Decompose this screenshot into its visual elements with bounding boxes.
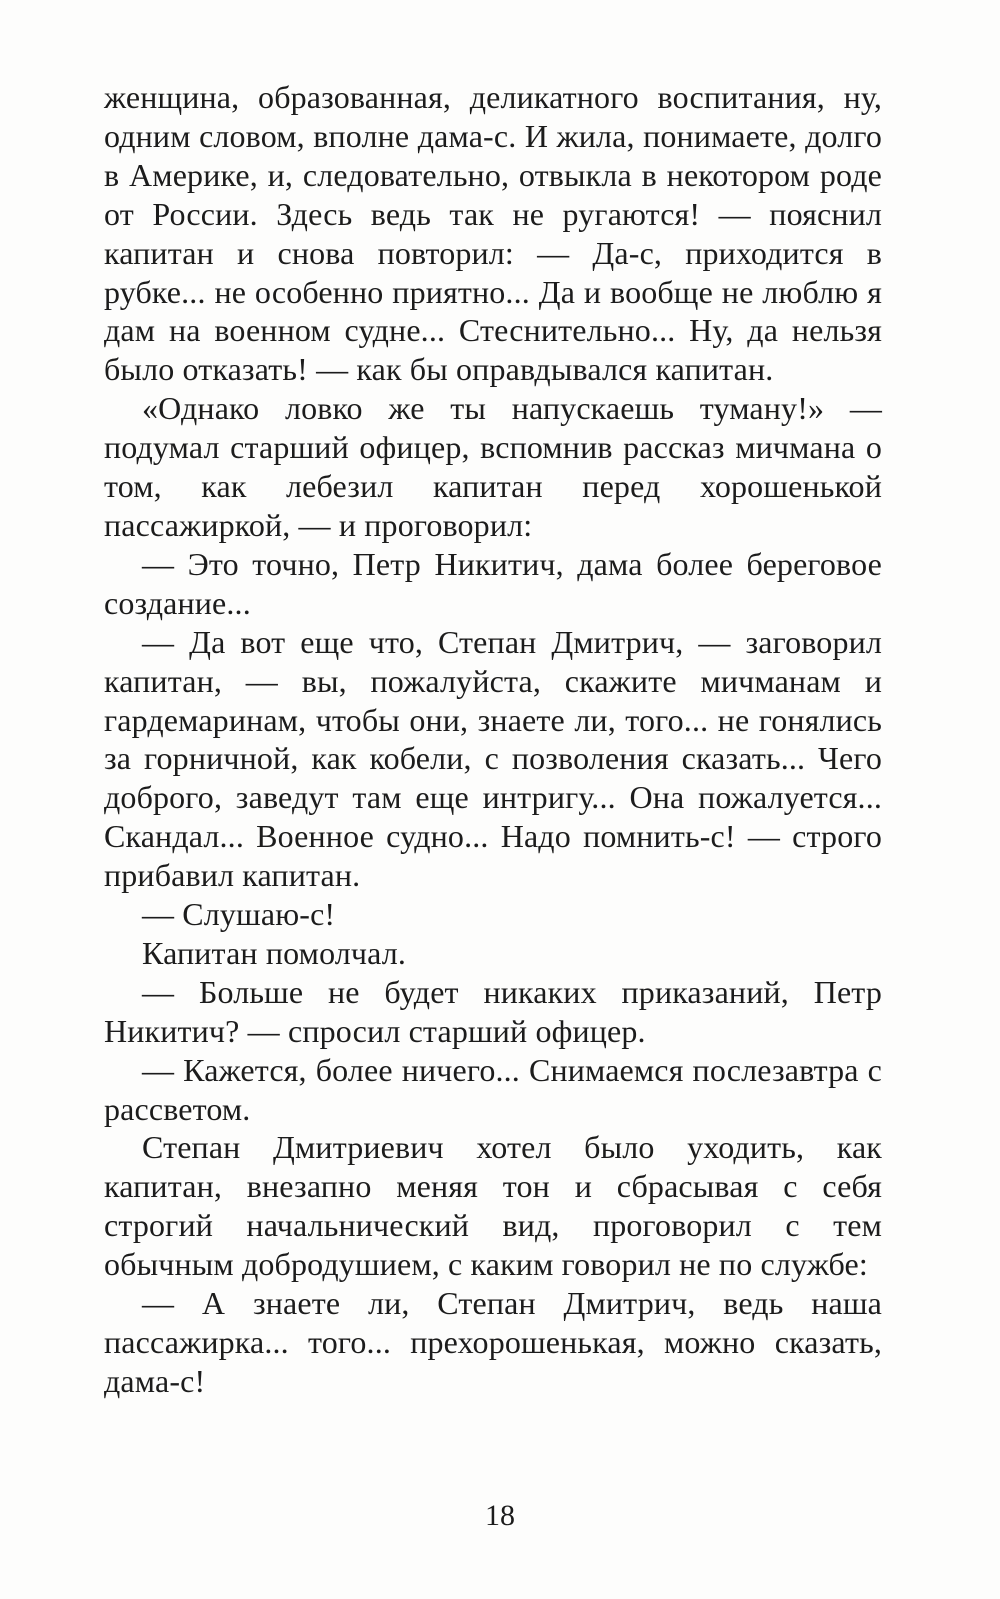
dialogue-line: — Больше не будет никаких приказаний, Петр Никитич? — спросил старший офицер.	[104, 973, 882, 1049]
dialogue-line: — А знаете ли, Степан Дмитрич, ведь наша пассажирка... того... прехорошенькая, можно сказать, дама-с!	[104, 1285, 882, 1399]
paragraph: «Однако ловко же ты напускаешь туману!» — подумал старший офицер, вспомнив рассказ мичмана о том, как лебезил капитан перед хорошенькой пассажиркой, — и проговорил:	[104, 390, 882, 543]
dialogue-line: — Кажется, более ничего... Снимаемся послезавтра с рассветом.	[104, 1051, 882, 1127]
paragraph: Капитан помолчал.	[142, 934, 407, 971]
paragraph-continuation: женщина, образованная, деликатного воспитания, ну, одним словом, вполне дама-с. И жила, понимаете, долго в Америке, и, следовательно, отвыкла в некотором роде от России. Здесь ведь так не ругаются! — пояснил капитан и снова повторил: — Да-с, приходится в рубке... не особенно приятно... Да и вообще не люблю я дам на военном судне... Стеснительно... Ну, да нельзя было отказать! — как бы оправдывался капитан.	[104, 79, 882, 388]
dialogue-line: — Да вот еще что, Степан Дмитрич, — заговорил капитан, — вы, пожалуйста, скажите мичманам и гардемаринам, чтобы они, знаете ли, того... не гонялись за горничной, как кобели, с позволения сказать... Чего доброго, заведут там еще интригу... Она пожалуется... Скандал... Военное судно... Надо помнить-с! — строго прибавил капитан.	[104, 623, 882, 894]
dialogue-line: — Это точно, Петр Никитич, дама более береговое создание...	[104, 545, 882, 621]
dialogue-line: — Слушаю-с!	[142, 896, 336, 933]
body-text	[104, 78, 882, 1401]
paragraph: Степан Дмитриевич хотел было уходить, как капитан, внезапно меняя тон и сбрасывая с себя строгий начальнический вид, проговорил с тем обычным добродушием, с каким говорил не по службе:	[104, 1129, 882, 1283]
page-number: 18	[485, 1499, 515, 1532]
